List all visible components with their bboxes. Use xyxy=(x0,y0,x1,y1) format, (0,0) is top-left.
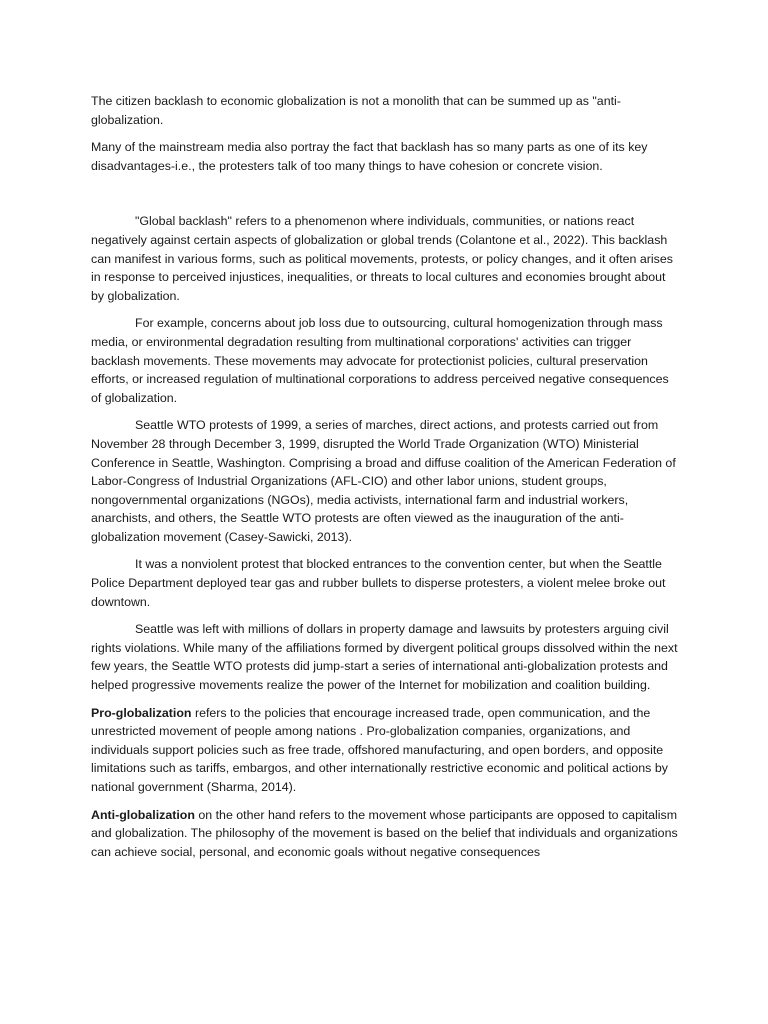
example-paragraph: For example, concerns about job loss due to outsourcing, cultural homogenization through mass media, or environmental degradation resulting from multinational corporations' activities can trigger backlash movements. These movements may advocate for protectionist policies, cultural preservation efforts, or increased regulation of multinational corporations to address perceived negative consequences of globalization. xyxy=(91,316,669,405)
intro-paragraph-2: Many of the mainstream media also portray the fact that backlash has so many parts as one of its key disadvantages-i.e., the protesters talk of too many things to have cohesion or concrete vision. xyxy=(91,140,648,173)
intro-paragraph-1: The citizen backlash to economic globalization is not a monolith that can be summed up as "anti-globalization. xyxy=(91,94,621,127)
anti-globalization-term: Anti-globalization xyxy=(91,807,195,822)
anti-globalization-paragraph xyxy=(91,806,681,862)
paragraph-spacer xyxy=(91,184,681,212)
pro-globalization-text: refers to the policies that encourage increased trade, open communication, and the unrestricted movement of people among nations . Pro-globalization companies, organizations, and individuals support policies such as free trade, offshored manufacturing, and open borders, and opposite limitations such as tariffs, embargos, and other internationally restrictive economic and political actions by national government (Sharma, 2014). xyxy=(91,705,668,794)
seattle-aftermath-paragraph: Seattle was left with millions of dollars in property damage and lawsuits by protesters arguing civil rights violations. While many of the affiliations formed by divergent political groups dissolved within the next few years, the Seattle WTO protests did jump-start a series of international anti-globalization protests and helped progressive movements realize the power of the Internet for mobilization and coalition building. xyxy=(91,622,678,693)
pro-globalization-term: Pro-globalization xyxy=(91,705,192,720)
seattle-wto-paragraph: Seattle WTO protests of 1999, a series of marches, direct actions, and protests carried out from November 28 through December 3, 1999, disrupted the World Trade Organization (WTO) Ministerial Conference in Seattle, Washington. Comprising a broad and diffuse coalition of the American Federation of Labor-Congress of Industrial Organizations (AFL-CIO) and other labor unions, student groups, nongovernmental organizations (NGOs), media activists, international farm and industrial workers, anarchists, and others, the Seattle WTO protests are often viewed as the inauguration of the anti-globalization movement (Casey-Sawicki, 2013). xyxy=(91,418,676,544)
pro-globalization-paragraph xyxy=(91,704,681,797)
anti-globalization-text: on the other hand refers to the movement whose participants are opposed to capitalism and globalization. The philosophy of the movement is based on the belief that individuals and organizations can achieve social, personal, and economic goals without negative consequences xyxy=(91,807,678,859)
nonviolent-protest-paragraph: It was a nonviolent protest that blocked entrances to the convention center, but when the Seattle Police Department deployed tear gas and rubber bullets to disperse protesters, a violent melee broke out downtown. xyxy=(91,557,666,609)
document-page xyxy=(91,92,681,870)
global-backlash-paragraph: "Global backlash" refers to a phenomenon where individuals, communities, or nations react negatively against certain aspects of globalization or global trends (Colantone et al., 2022). This backlash can manifest in various forms, such as political movements, protests, or policy changes, and it often arises in response to perceived injustices, inequalities, or threats to local cultures and economies brought about by globalization. xyxy=(91,214,673,303)
